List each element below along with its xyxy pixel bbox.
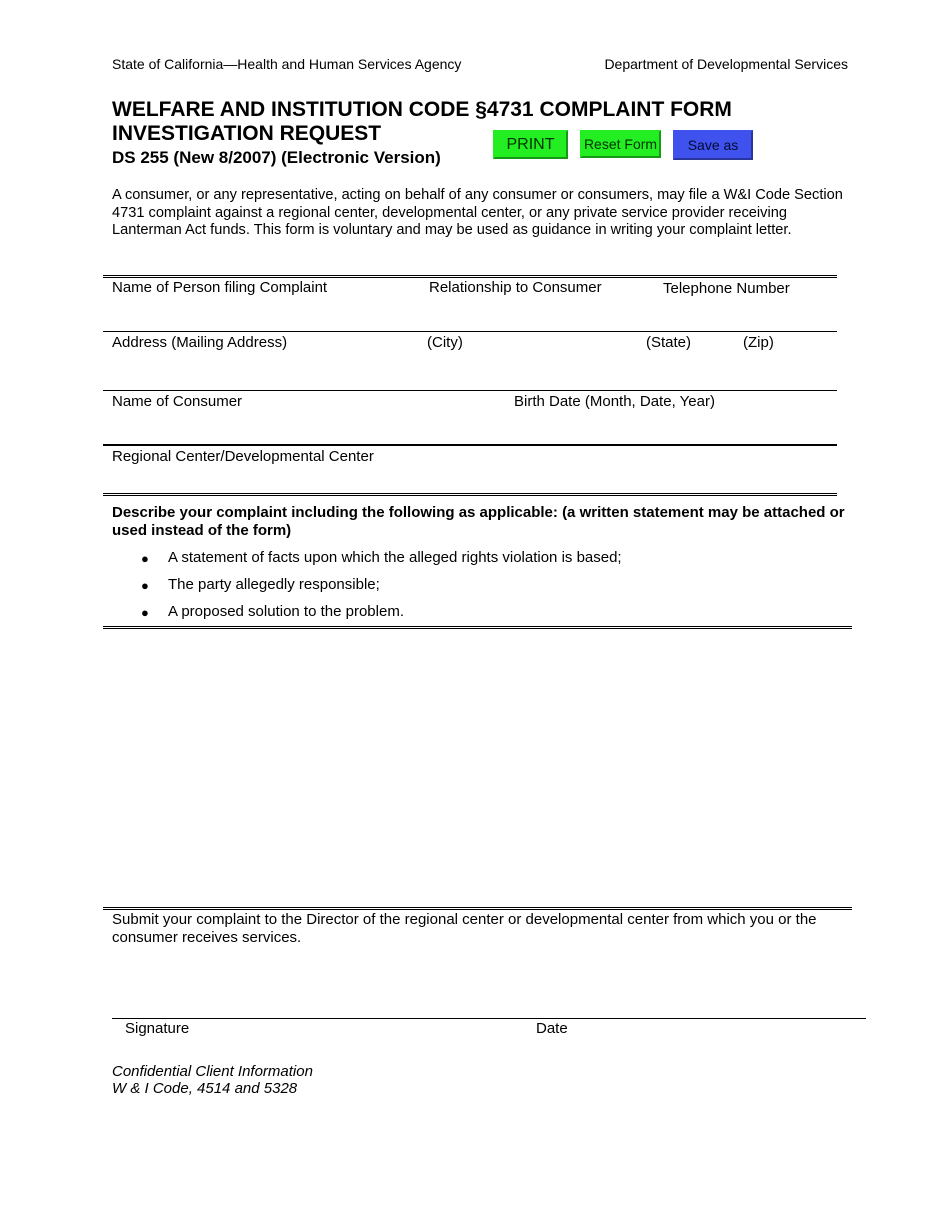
list-item: A statement of facts upon which the alleged rights violation is based; [168, 549, 622, 566]
submit-note: Submit your complaint to the Director of the regional center or developmental center from which you or the consumer receives services. [112, 911, 817, 946]
signature-label: Signature [125, 1020, 190, 1037]
bullet-icon: ● [141, 551, 149, 566]
intro-text: A consumer, or any representative, acting on behalf of any consumer or consumers, may file a W&I Code Section 4731 complaint against a regional center, developmental center, or any private service provider receiving Lanterman Act funds. This form is voluntary and may be used as guidance in writing your complaint letter. [112, 187, 843, 238]
bullet-icon: ● [141, 605, 149, 620]
divider [103, 444, 837, 446]
save-as-button[interactable]: Save as [673, 130, 753, 160]
address-label: Address (Mailing Address) [112, 334, 288, 351]
bullet-icon: ● [141, 578, 149, 593]
city-label: (City) [427, 334, 463, 351]
form-subtitle: INVESTIGATION REQUEST [112, 122, 382, 145]
state-label: (State) [646, 334, 692, 351]
divider [103, 390, 837, 391]
describe-heading: Describe your complaint including the following as applicable: (a written statement may be attached or used instead of the form) [112, 504, 845, 539]
confidential-note: Confidential Client Information [112, 1063, 313, 1080]
consumer-name-label: Name of Consumer [112, 393, 243, 410]
list-item: A proposed solution to the problem. [168, 603, 404, 620]
regional-center-label: Regional Center/Developmental Center [112, 448, 374, 465]
zip-label: (Zip) [743, 334, 774, 351]
divider [103, 275, 837, 278]
relationship-label: Relationship to Consumer [429, 279, 602, 296]
divider [103, 493, 837, 496]
divider [103, 331, 837, 332]
date-label: Date [536, 1020, 568, 1037]
list-item: The party allegedly responsible; [168, 576, 380, 593]
form-id: DS 255 (New 8/2007) (Electronic Version) [112, 148, 441, 167]
divider [103, 626, 852, 629]
form-title: WELFARE AND INSTITUTION CODE §4731 COMPLAINT FORM [112, 98, 732, 121]
telephone-label: Telephone Number [663, 280, 790, 297]
reset-form-button[interactable]: Reset Form [580, 130, 661, 158]
print-button[interactable]: PRINT [493, 130, 568, 159]
code-reference: W & I Code, 4514 and 5328 [112, 1080, 298, 1097]
department-name: Department of Developmental Services [604, 56, 848, 72]
signature-line [112, 1018, 866, 1019]
birth-date-label: Birth Date (Month, Date, Year) [514, 393, 715, 410]
agency-name: State of California—Health and Human Services Agency [112, 56, 462, 72]
divider [103, 907, 852, 910]
name-filing-label: Name of Person filing Complaint [112, 279, 328, 296]
complaint-text-area[interactable] [103, 632, 852, 904]
